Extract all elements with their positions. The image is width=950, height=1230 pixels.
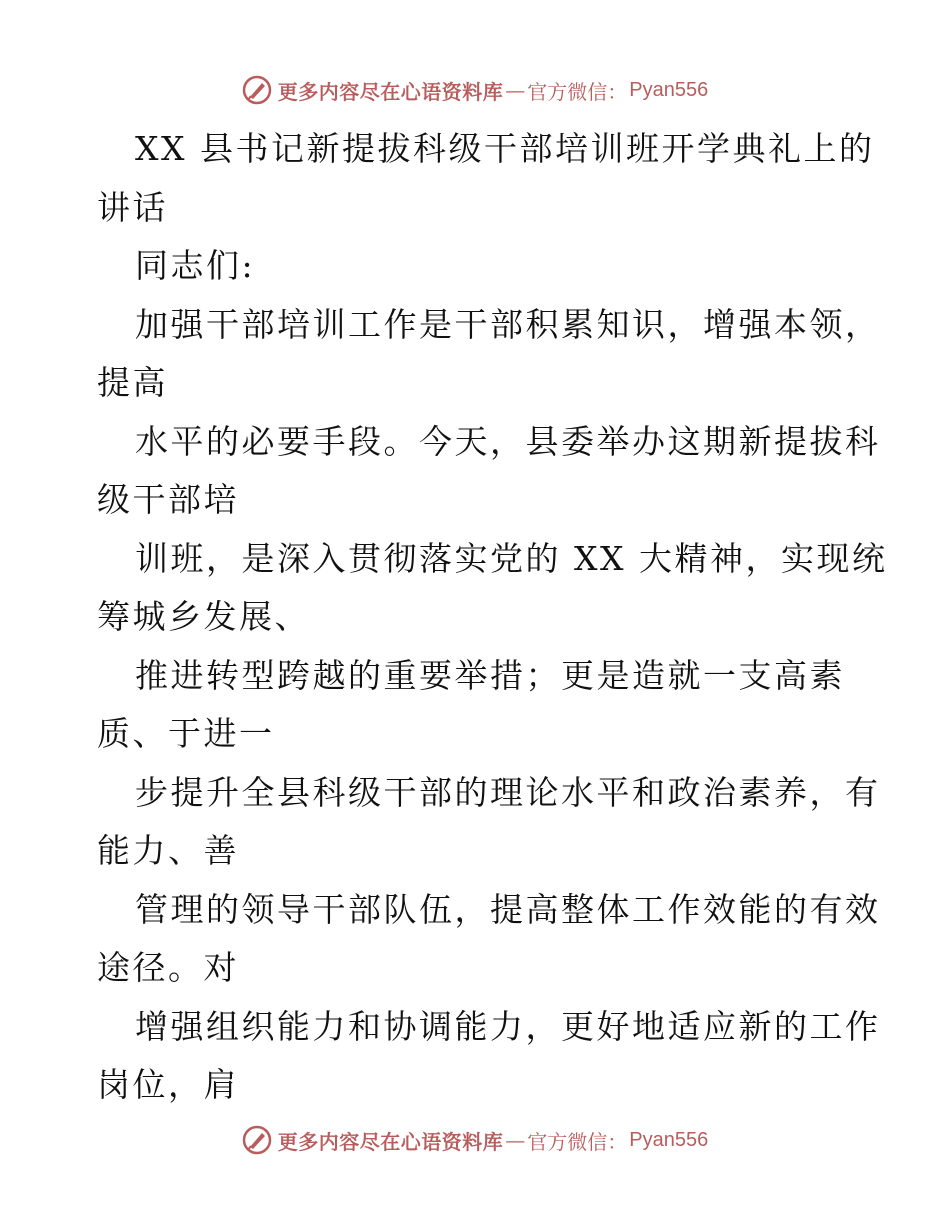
quill-logo-icon (242, 75, 272, 105)
banner-dash: — (505, 1128, 526, 1152)
document-line: 训班，是深入贯彻落实党的 XX 大精神，实现统 (135, 538, 888, 578)
document-line: 加强干部培训工作是干部积累知识，增强本领， (135, 304, 881, 344)
banner-main-text: 更多内容尽在心语资料库 (277, 79, 504, 104)
banner-wechat-id: Pyan556 (629, 78, 709, 101)
document-line: 讲话 (97, 187, 168, 227)
banner-main-text: 更多内容尽在心语资料库 (277, 1129, 504, 1154)
document-line: 能力、善 (97, 831, 239, 870)
document-line: XX 县书记新提拔科级干部培训班开学典礼上的 (135, 129, 875, 168)
document-line: 管理的领导干部队伍，提高整体工作效能的有效 (135, 889, 881, 929)
document-line: 提高 (97, 363, 168, 402)
document-line: 级干部培 (97, 480, 239, 519)
document-line: 推进转型跨越的重要举措；更是造就一支高素 (135, 655, 845, 695)
document-body (97, 120, 888, 1115)
banner-wechat-label: 官方微信： (527, 79, 628, 104)
document-line: 水平的必要手段。今天，县委举办这期新提拔科 (135, 421, 881, 461)
document-line: 筹城乡发展、 (97, 597, 310, 636)
footer-watermark-banner (0, 1120, 950, 1160)
document-line: 增强组织能力和协调能力，更好地适应新的工作 (135, 1006, 881, 1046)
quill-logo-icon (242, 1125, 272, 1155)
header-watermark-banner (0, 70, 950, 110)
document-line: 步提升全县科级干部的理论水平和政治素养，有 (135, 772, 881, 812)
banner-wechat-id: Pyan556 (629, 1128, 709, 1151)
document-line: 同志们: (135, 246, 256, 285)
document-line: 岗位，肩 (97, 1065, 239, 1104)
document-line: 途径。对 (97, 948, 239, 987)
banner-dash: — (505, 78, 526, 102)
document-line: 质、于进一 (97, 714, 275, 753)
banner-wechat-label: 官方微信： (527, 1129, 628, 1154)
